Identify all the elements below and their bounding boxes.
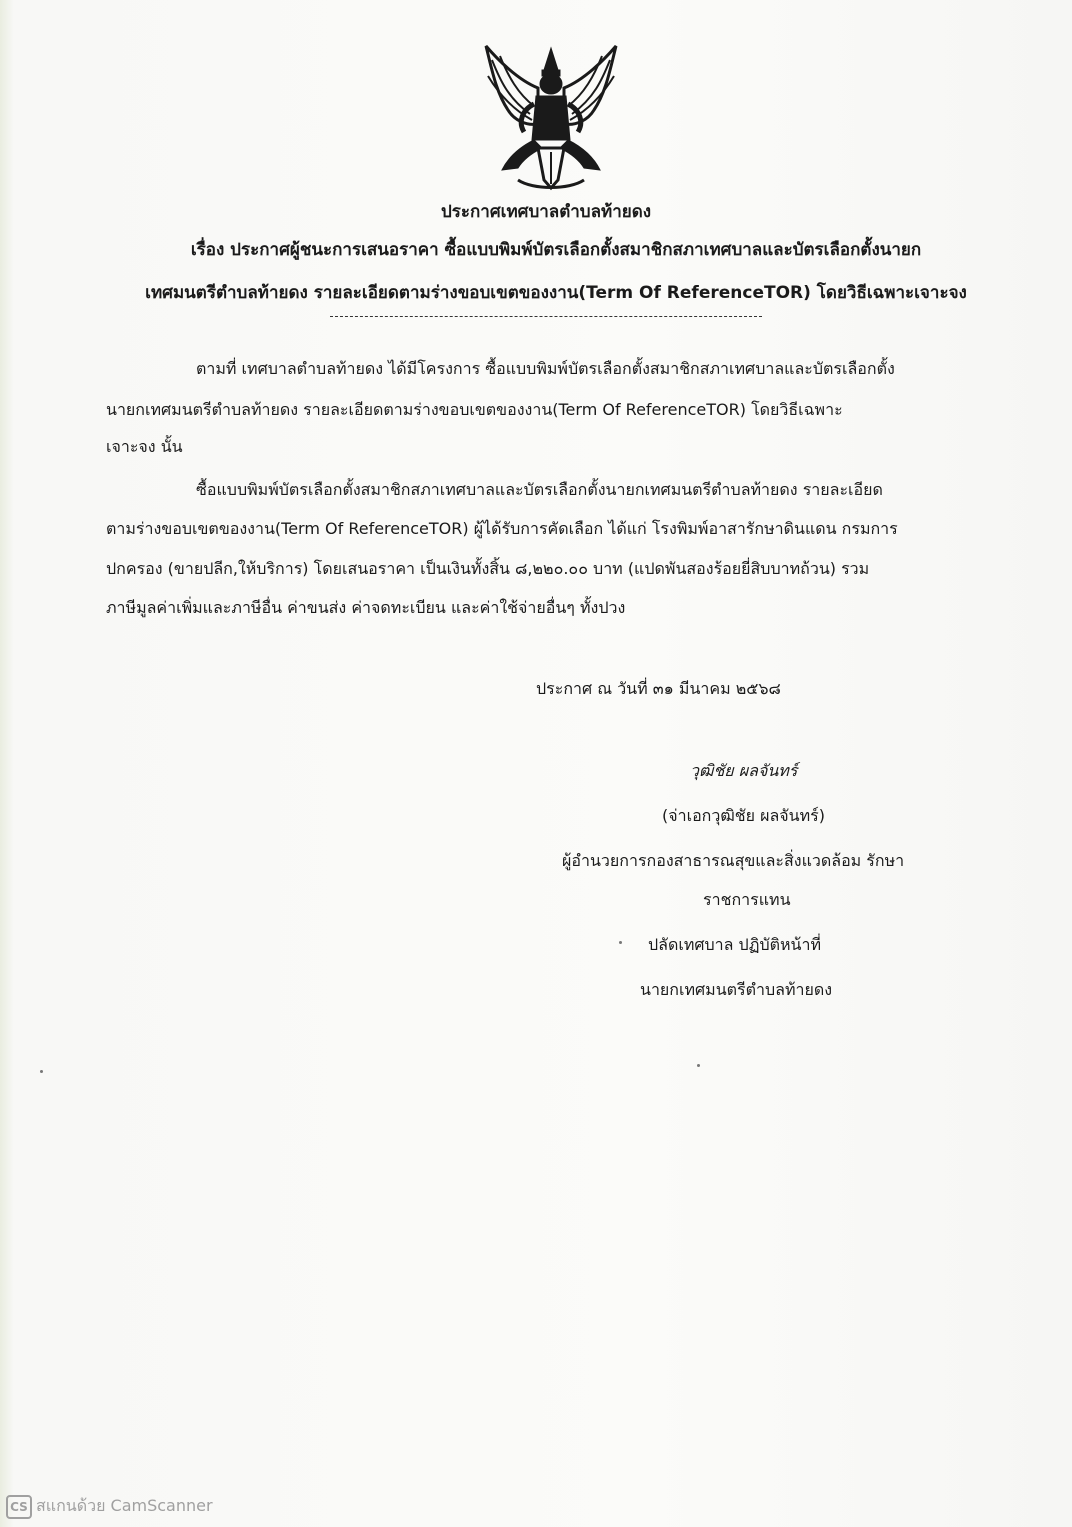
camscanner-logo: CS [6,1495,32,1519]
scanner-watermark [6,1494,213,1519]
garuda-emblem [478,40,624,192]
body-para1-line3: เจาะจง นั้น [106,437,183,456]
body-para2-line4: ภาษีมูลค่าเพิ่มและภาษีอื่น ค่าขนส่ง ค่าจดทะเบียน และค่าใช้จ่ายอื่นๆ ทั้งปวง [106,598,626,617]
body-para1-line2: นายกเทศมนตรีตำบลท้ายดง รายละเอียดตามร่างขอบเขตของงาน(Term Of ReferenceTOR) โดยวิธีเฉพาะ [106,400,843,419]
speck [697,1064,700,1067]
announcement-subject-line1: เรื่อง ประกาศผู้ชนะการเสนอราคา ซื้อแบบพิมพ์บัตรเลือกตั้งสมาชิกสภาเทศบาลและบัตรเลือกตั้งนายก [190,240,922,260]
signatory-position-3: ปลัดเทศบาล ปฏิบัติหน้าที่ [648,935,822,954]
signatory-position-1: ผู้อำนวยการกองสาธารณสุขและสิ่งแวดล้อม รักษา [562,851,905,870]
separator-line [330,316,762,318]
announcement-date: ประกาศ ณ วันที่ ๓๑ มีนาคม ๒๕๖๘ [536,679,781,698]
body-para2-line3: ปกครอง (ขายปลีก,ให้บริการ) โดยเสนอราคา เป็นเงินทั้งสิ้น ๘,๒๒๐.๐๐ บาท (แปดพันสองร้อยยี่สิบบาทถ้วน) รวม [106,559,870,578]
announcement-org: ประกาศเทศบาลตำบลท้ายดง [440,202,652,222]
body-para1-line1: ตามที่ เทศบาลตำบลท้ายดง ได้มีโครงการ ซื้อแบบพิมพ์บัตรเลือกตั้งสมาชิกสภาเทศบาลและบัตรเลือกตั้ง [196,359,895,378]
signatory-position-4: นายกเทศมนตรีตำบลท้ายดง [640,980,833,999]
signature-handwritten: วุฒิชัย ผลจันทร์ [690,761,798,780]
speck [40,1070,43,1073]
body-para2-line2: ตามร่างขอบเขตของงาน(Term Of ReferenceTOR) ผู้ได้รับการคัดเลือก ได้แก่ โรงพิมพ์อาสารักษาดินแดน กรมการ [106,519,898,538]
speck [619,941,622,944]
body-para2-line1: ซื้อแบบพิมพ์บัตรเลือกตั้งสมาชิกสภาเทศบาลและบัตรเลือกตั้งนายกเทศมนตรีตำบลท้ายดง รายละเอียด [196,480,883,499]
signatory-position-2: ราชการแทน [703,890,791,909]
signatory-full-name: (จ่าเอกวุฒิชัย ผลจันทร์) [662,806,825,825]
announcement-subject-line2: เทศมนตรีตำบลท้ายดง รายละเอียดตามร่างขอบเขตของงาน(Term Of ReferenceTOR) โดยวิธีเฉพาะเจาะจง [145,283,967,303]
camscanner-text: สแกนด้วย CamScanner [36,1496,213,1515]
